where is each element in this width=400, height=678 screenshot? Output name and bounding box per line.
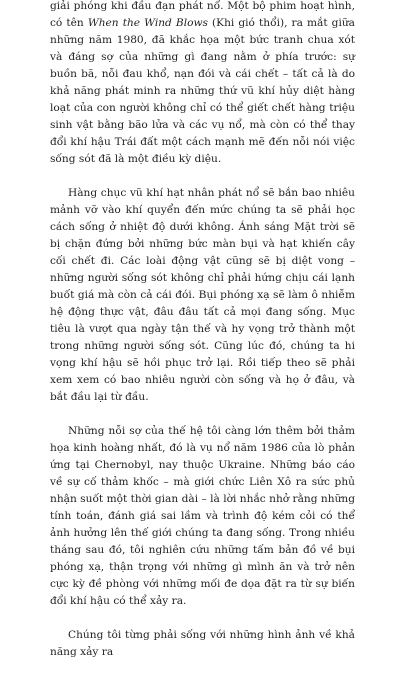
p3-line-3: nay thuộc Ukraine. Những báo cáo về sự cố thảm khốc – mà giới [50, 459, 356, 488]
paragraph-1 [50, 0, 355, 168]
paragraph-3 [50, 423, 355, 610]
body-text [50, 0, 355, 678]
p2-line-7: tất cả mọi đang sống. Mục tiêu là vượt qua ngày tận thế và hy vọng [50, 306, 355, 335]
p1-line-6: của con người không chỉ có thể giết chết hàng triệu sinh vật bằng [50, 102, 355, 131]
p4-line-1: Chúng tôi từng phải sống với những hình ảnh về khả năng xảy ra [50, 629, 355, 658]
p1-line-3: đã khắc họa một bức tranh chua xót và đáng sợ của những gì đang [50, 34, 355, 63]
p3-line-8: trọng với những gì mình ăn và trở nên cực kỳ đề phòng với những [50, 561, 356, 590]
p3-line-5: nhở rằng những tính toán, đánh giá sai lầm và trình độ kém cỏi có [50, 493, 355, 522]
p1-line-2: When the Wind Blows (Khi gió thổi), ra mắt giữa những năm 1980, [50, 17, 355, 46]
p2-line-6: còn cả cái đói. Bụi phóng xạ sẽ làm ô nhiễm hệ động thực vật, đâu đâu [50, 289, 355, 318]
paragraph-4 [50, 627, 355, 661]
p2-line-5: những người sống sót không chỉ phải hứng chịu cái lạnh buốt giá mà [50, 272, 355, 301]
paragraph-2 [50, 185, 355, 406]
p3-line-1: Những nỗi sợ của thế hệ tôi càng lớn thêm bởi thảm họa kinh [50, 425, 355, 454]
p1-line-7: bão lửa và các vụ nổ, mà còn có thể thay đổi khí hậu Trái đất một [50, 119, 355, 148]
p1-line-1: giải phóng khi đầu đạn phát nổ. Một bộ phim hoạt hình, có tên [50, 0, 355, 29]
p3-line-9: mối đe dọa đặt ra từ sự biến đổi khí hậu có thể xảy ra. [50, 578, 355, 607]
p3-line-6: thể ảnh hưởng lên thế giới chúng ta đang sống. Trong nhiều tháng [50, 510, 355, 556]
p2-line-1: Hàng chục vũ khí hạt nhân phát nổ sẽ bắn bao nhiêu mảnh vỡ vào [50, 187, 355, 216]
p1-line-5: cả là do khả năng phát minh ra những thứ vũ khí hủy diệt hàng loạt [50, 68, 355, 114]
p2-line-4: và hạt khiến cây cối chết đi. Các loài động vật cũng sẽ bị diệt vong – [50, 238, 355, 267]
p1-line-4: nằm ở phía trước: sự buồn bã, nỗi đau khổ, nạn đói và cái chết – tất [50, 51, 356, 80]
p3-line-2: hoàng nhất, đó là vụ nổ năm 1986 của lò phản ứng tại Chernobyl, [50, 442, 355, 471]
p2-line-8: trở thành một trong những người sống sót. Cũng lúc đó, chúng ta hi [50, 323, 356, 352]
p1-line-8: cách mạnh mẽ đến nỗi nói việc sống sót đã là một điều kỳ diệu. [50, 136, 355, 165]
film-title: When the Wind Blows [87, 17, 208, 29]
p2-line-9: vọng khí hậu sẽ hồi phục trở lại. Rồi tiếp theo sẽ phải xem xem có bao [50, 357, 355, 386]
p3-line-4: chức Liên Xô ra sức phủ nhận suốt một thời gian dài – là lời nhắc [50, 476, 355, 505]
p2-line-10: nhiêu người còn sống và họ ở đâu, và bắt đầu lại từ đầu. [50, 374, 356, 403]
p2-line-3: không. Ánh sáng Mặt trời sẽ bị chặn đứng bởi những bức màn bụi [50, 221, 356, 250]
p3-line-7: sau đó, tôi nghiên cứu những tấm bản đồ về bụi phóng xạ, thận [50, 544, 355, 573]
p2-line-2: khí quyển đến mức chúng ta sẽ phải học cách sống ở nhiệt độ dưới [50, 204, 355, 233]
